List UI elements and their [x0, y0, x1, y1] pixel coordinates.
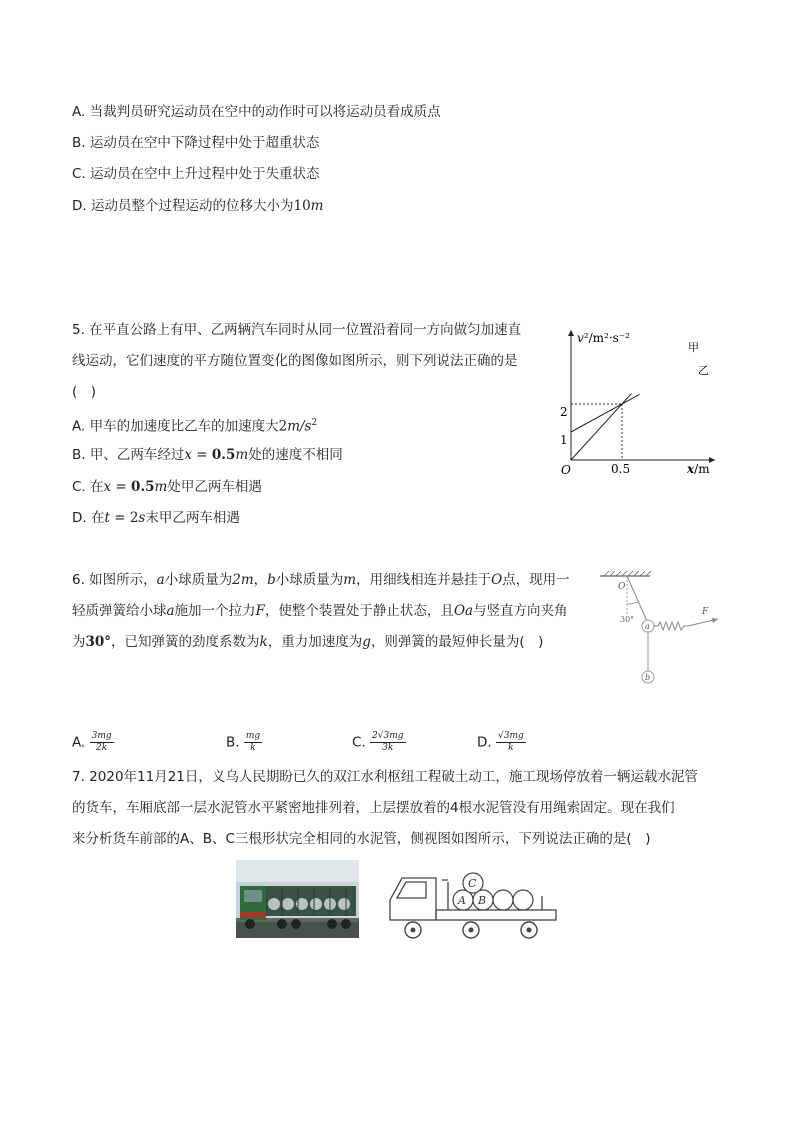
- pipe-c-label: C: [468, 877, 477, 890]
- spring: [654, 622, 688, 630]
- tick-label-y-1: 1: [560, 433, 568, 447]
- truck-bed: [436, 910, 556, 920]
- pipe-b-label: B: [478, 894, 487, 907]
- x-axis-label: x/m: [687, 462, 710, 476]
- q7-stem-line-3: 来分析货车前部的A、B、C三根形状完全相同的水泥管，侧视图如图所示，下列说法正确的是( ): [72, 831, 651, 847]
- series-label-jia: 甲: [688, 341, 699, 354]
- q4-option-b: B. 运动员在空中下降过程中处于超重状态: [72, 135, 320, 151]
- tick-label-x: 0.5: [611, 462, 631, 476]
- q5-stem-line-1: 5. 在平直公路上有甲、乙两辆汽车同时从同一位置沿着同一方向做匀加速直: [72, 322, 522, 338]
- q6-option-b: B. $\frac{mg}{k}$: [226, 731, 261, 753]
- pipe-bottom-4: [513, 890, 533, 910]
- q4-option-c: C. 运动员在空中上升过程中处于失重状态: [72, 166, 320, 182]
- q5-option-d: D. 在t = 2s末甲乙两车相遇: [72, 510, 240, 526]
- q7-stem-line-1: 7. 2020年11月21日，义乌人民期盼已久的双江水利枢纽工程破土动工，施工现场停放着一辆运载水泥管: [72, 769, 698, 785]
- ceiling-hatch: [604, 571, 651, 576]
- tick-label-y-2: 2: [560, 405, 568, 419]
- q5-option-b: B. 甲、乙两车经过x = 0.5m处的速度不相同: [72, 447, 343, 463]
- cab-window: [397, 882, 426, 898]
- q5-option-c: C. 在x = 0.5m处甲乙两车相遇: [72, 479, 262, 495]
- q6-option-d: D. $\frac{√3mg}{k}$: [477, 731, 524, 753]
- force-f-label: F: [702, 607, 709, 617]
- q6-option-c: C. $\frac{2√3mg}{3k}$: [352, 731, 404, 753]
- q4-option-d: D. 运动员整个过程运动的位移大小为10m: [72, 198, 324, 214]
- series-label-yi: 乙: [698, 364, 709, 377]
- q7-stem-line-2: 的货车，车厢底部一层水泥管水平紧密地排列着，上层摆放着的4根水泥管没有用绳索固定。现在我们: [72, 800, 675, 816]
- q6-stem-line-2: 轻质弹簧给小球a施加一个拉力F，使整个装置处于静止状态，且Oa与竖直方向夹角: [72, 603, 568, 619]
- origin-label: O: [561, 463, 571, 477]
- q6-stem-line-3: 为30°，已知弹簧的劲度系数为k，重力加速度为g，则弹簧的最短伸长量为( ): [72, 634, 544, 650]
- q5-v2-x-graph: [555, 320, 725, 480]
- y-axis-label: v²/m²·s⁻²: [577, 331, 630, 345]
- pipe-bottom-3: [493, 890, 513, 910]
- truck-cab: [390, 878, 436, 920]
- q4-option-a: A. 当裁判员研究运动员在空中的动作时可以将运动员看成质点: [72, 104, 441, 120]
- series-line-yi: [571, 394, 639, 432]
- truck-diagram: [386, 866, 560, 942]
- angle-arc: [627, 602, 638, 604]
- pipe-a-label: A: [458, 894, 466, 907]
- ball-b-label: b: [645, 673, 651, 682]
- q5-stem-line-2: 线运动，它们速度的平方随位置变化的图像如图所示，则下列说法正确的是: [72, 353, 518, 369]
- q6-spring-figure: [596, 570, 726, 690]
- q5-stem-line-3: ( ): [72, 384, 97, 400]
- point-o-label: O: [618, 582, 626, 592]
- q6-option-a: A. $\frac{3mg}{2k}$: [72, 731, 112, 753]
- q6-stem-line-1: 6. 如图所示，a小球质量为2m，b小球质量为m，用细线相连并悬挂于O点，现用一: [72, 572, 570, 588]
- ball-a-label: a: [645, 622, 650, 631]
- angle-label: 30°: [620, 615, 635, 624]
- q5-option-a: A. 甲车的加速度比乙车的加速度大$2m/s^2$: [72, 418, 318, 435]
- truck-photo: [236, 860, 359, 938]
